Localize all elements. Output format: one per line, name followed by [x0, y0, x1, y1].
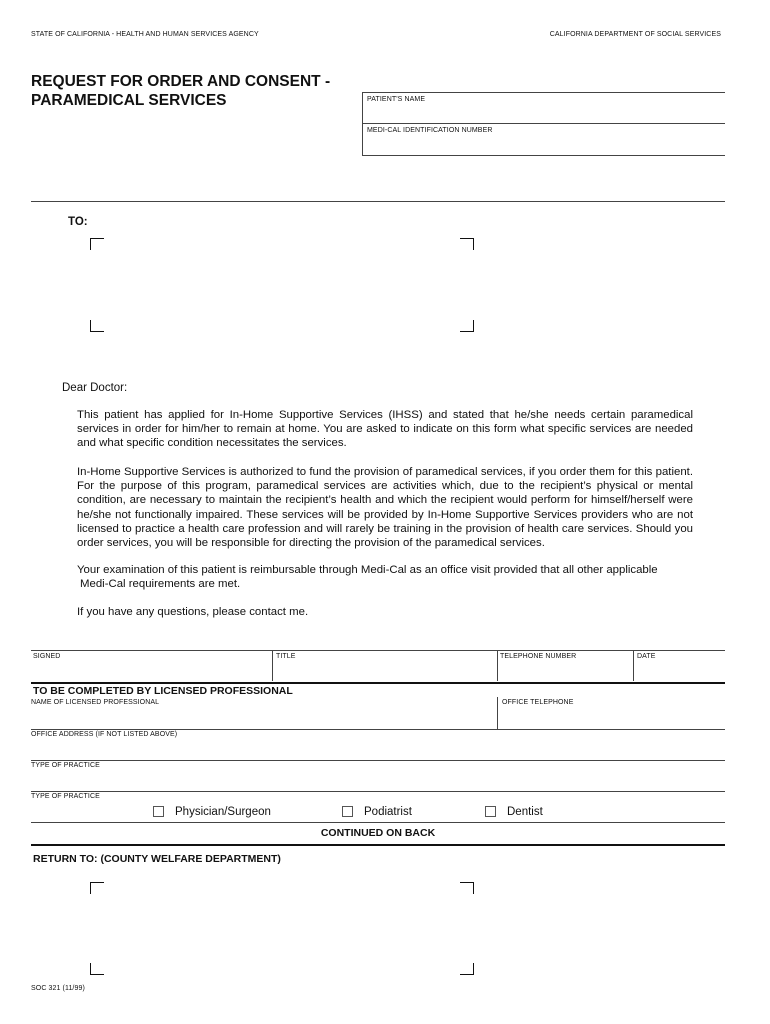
agency-header: STATE OF CALIFORNIA - HEALTH AND HUMAN SERVICES AGENCY — [31, 31, 259, 38]
medi-cal-id-field[interactable] — [366, 137, 722, 153]
form-title-line2: PARAMEDICAL SERVICES — [31, 92, 227, 109]
physician-surgeon-label: Physician/Surgeon — [175, 806, 271, 818]
department-header: CALIFORNIA DEPARTMENT OF SOCIAL SERVICES — [549, 31, 721, 38]
date-field[interactable] — [636, 662, 723, 680]
letter-paragraph-1: This patient has applied for In-Home Supportive Services (IHSS) and stated that he/she needs certain paramedical services in order for him/her to remain at home. You are asked to indicate on this form what specific services are needed and what specific condition necessitates the services. — [77, 409, 693, 450]
licensed-section-heading: TO BE COMPLETED BY LICENSED PROFESSIONAL — [33, 685, 293, 697]
office-phone-divider — [497, 697, 498, 729]
return-address-area[interactable] — [90, 882, 474, 976]
physician-surgeon-checkbox[interactable] — [153, 806, 164, 817]
title-field[interactable] — [275, 662, 495, 680]
continued-on-back: CONTINUED ON BACK — [320, 827, 436, 839]
type-of-practice-label-2: TYPE OF PRACTICE — [31, 793, 100, 800]
address-corner-top-right — [460, 238, 474, 250]
address-corner-bottom-left — [90, 320, 104, 332]
licensed-name-field[interactable] — [32, 709, 494, 727]
podiatrist-label: Podiatrist — [364, 806, 412, 818]
return-to-label: RETURN TO: (COUNTY WELFARE DEPARTMENT) — [33, 853, 281, 865]
signature-row-top-rule — [31, 650, 725, 651]
podiatrist-checkbox[interactable] — [342, 806, 353, 817]
practice-2-top-rule — [31, 791, 725, 792]
section-divider — [31, 201, 725, 202]
letter-paragraph-3-line2: Medi-Cal requirements are met. — [80, 578, 241, 591]
office-address-label: OFFICE ADDRESS (IF NOT LISTED ABOVE) — [31, 731, 178, 738]
form-title — [31, 72, 330, 110]
licensed-section-top-rule — [31, 682, 725, 684]
return-corner-top-left — [90, 882, 104, 894]
return-corner-bottom-right — [460, 963, 474, 975]
return-section-top-rule — [31, 844, 725, 846]
letter-paragraph-3-line1: Your examination of this patient is reimbursable through Medi-Cal as an office visit provided that all other applicable — [77, 564, 658, 576]
signed-label: SIGNED — [33, 653, 61, 660]
office-address-top-rule — [31, 729, 725, 730]
letter-paragraph-4: If you have any questions, please contact me. — [77, 606, 309, 618]
date-label: DATE — [637, 653, 656, 660]
form-number: SOC 321 (11/99) — [31, 985, 85, 992]
return-corner-bottom-left — [90, 963, 104, 975]
practice-1-top-rule — [31, 760, 725, 761]
form-title-line1: REQUEST FOR ORDER AND CONSENT - — [31, 73, 331, 90]
patient-box-bottom-rule — [362, 155, 725, 156]
patient-name-field[interactable] — [366, 106, 722, 122]
signed-field[interactable] — [32, 662, 270, 680]
medi-cal-id-label: MEDI-CAL IDENTIFICATION NUMBER — [367, 127, 493, 134]
letter-paragraph-3 — [77, 563, 693, 591]
signature-divider-2 — [497, 650, 498, 681]
dentist-label: Dentist — [507, 806, 543, 818]
telephone-field[interactable] — [500, 662, 631, 680]
office-phone-field[interactable] — [501, 709, 723, 727]
continued-top-rule — [31, 822, 725, 823]
type-of-practice-field[interactable] — [32, 772, 722, 789]
letter-paragraph-2: In-Home Supportive Services is authorized to fund the provision of paramedical services, if you order them for this patient. For the purpose of this program, paramedical services are activities which, due to the recipient’s physical or mental condition, are necessary to maintain the recipient’s health and which the recipient would perform for himself/herself were he/she not functionally impaired. These services will be provided by In-Home Supportive Services providers who are not licensed to practice a health care profession and will rarely be training in the provision of health care services. Should you order services, you will be responsible for directing the provision of the paramedical services. — [77, 466, 693, 550]
dentist-checkbox[interactable] — [485, 806, 496, 817]
patient-name-label: PATIENT'S NAME — [367, 96, 426, 103]
signature-divider-1 — [272, 650, 273, 681]
to-address-area[interactable] — [90, 238, 474, 332]
address-corner-bottom-right — [460, 320, 474, 332]
office-address-field[interactable] — [32, 741, 722, 758]
telephone-label: TELEPHONE NUMBER — [500, 653, 577, 660]
type-of-practice-label-1: TYPE OF PRACTICE — [31, 762, 100, 769]
patient-name-divider — [362, 123, 725, 124]
return-corner-top-right — [460, 882, 474, 894]
office-phone-label: OFFICE TELEPHONE — [502, 699, 574, 706]
to-label: TO: — [68, 216, 88, 228]
signature-divider-3 — [633, 650, 634, 681]
address-corner-top-left — [90, 238, 104, 250]
patient-name-top-rule — [362, 92, 725, 93]
licensed-name-label: NAME OF LICENSED PROFESSIONAL — [31, 699, 160, 706]
salutation: Dear Doctor: — [62, 382, 128, 394]
title-label: TITLE — [276, 653, 296, 660]
